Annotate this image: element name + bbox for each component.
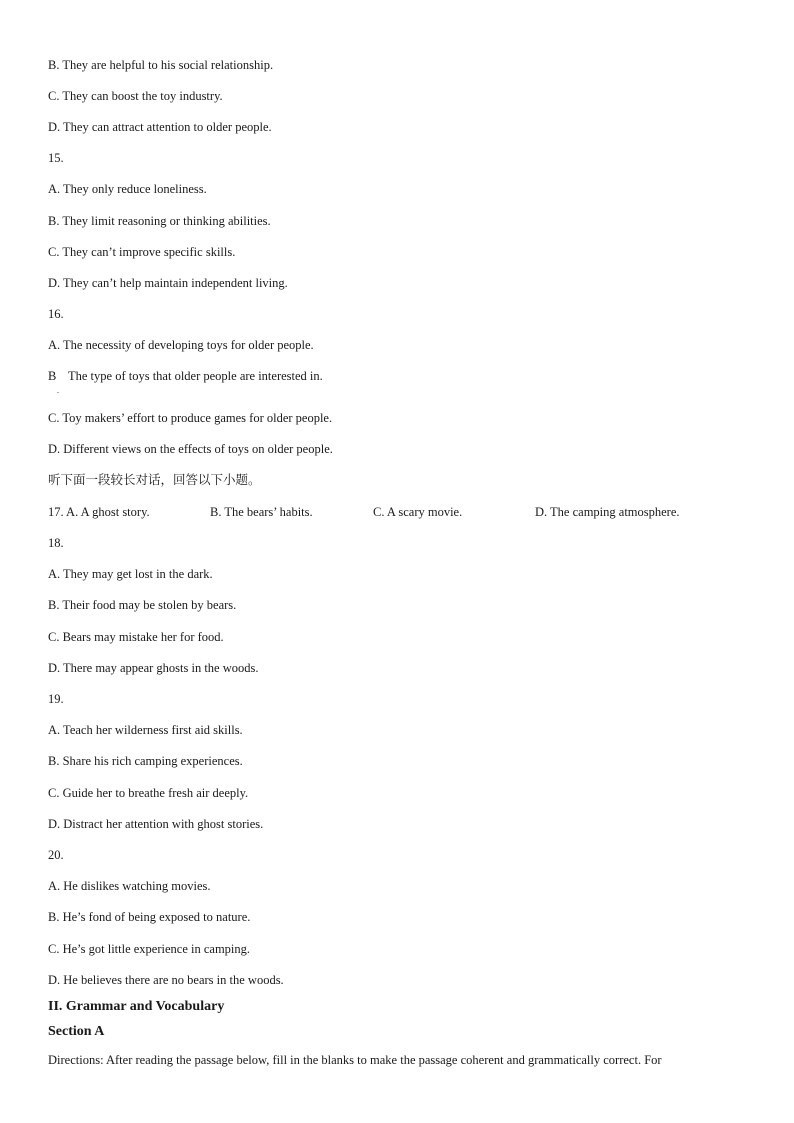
option-16a: A. The necessity of developing toys for older people. <box>48 338 314 352</box>
option-19b: B. Share his rich camping experiences. <box>48 754 243 768</box>
option-18a: A. They may get lost in the dark. <box>48 567 213 581</box>
option-20a: A. He dislikes watching movies. <box>48 879 211 893</box>
question-18-number: 18. <box>48 536 64 550</box>
question-20-number: 20. <box>48 848 64 862</box>
option-19a: A. Teach her wilderness first aid skills. <box>48 723 243 737</box>
question-19-number: 19. <box>48 692 64 706</box>
option-16b-letter: B <box>48 369 57 383</box>
question-15-number: 15. <box>48 151 64 165</box>
option-17c: C. A scary movie. <box>373 505 463 519</box>
option-14c: C. They can boost the toy industry. <box>48 89 223 103</box>
option-15d: D. They can’t help maintain independent living. <box>48 276 288 290</box>
option-19c: C. Guide her to breathe fresh air deeply. <box>48 786 249 800</box>
directions-text: Directions: After reading the passage below, fill in the blanks to make the passage coherent and grammatically correct. For <box>48 1053 662 1067</box>
section-heading-a: Section A <box>48 1024 105 1039</box>
option-17d: D. The camping atmosphere. <box>535 505 680 519</box>
section-heading-grammar: II. Grammar and Vocabulary <box>48 999 225 1014</box>
option-15c: C. They can’t improve specific skills. <box>48 245 236 259</box>
question-16-number: 16. <box>48 307 64 321</box>
option-15b: B. They limit reasoning or thinking abilities. <box>48 214 271 228</box>
option-16b: The type of toys that older people are interested in. <box>68 369 323 383</box>
option-20c: C. He’s got little experience in camping. <box>48 942 251 956</box>
option-14d: D. They can attract attention to older people. <box>48 120 272 134</box>
option-14b: B. They are helpful to his social relationship. <box>48 58 274 72</box>
option-17a: 17. A. A ghost story. <box>48 505 150 519</box>
option-19d: D. Distract her attention with ghost stories. <box>48 817 264 831</box>
option-18d: D. There may appear ghosts in the woods. <box>48 661 259 675</box>
option-18c: C. Bears may mistake her for food. <box>48 630 224 644</box>
option-20b: B. He’s fond of being exposed to nature. <box>48 910 251 924</box>
option-17b: B. The bears’ habits. <box>210 505 313 519</box>
option-18b: B. Their food may be stolen by bears. <box>48 598 237 612</box>
option-20d: D. He believes there are no bears in the woods. <box>48 973 284 987</box>
stray-dot: . <box>57 386 59 395</box>
option-16d: D. Different views on the effects of toys on older people. <box>48 442 333 456</box>
listening-instruction: 听下面一段较长对话，回答以下小题。 <box>48 472 261 487</box>
option-15a: A. They only reduce loneliness. <box>48 182 207 196</box>
option-16c: C. Toy makers’ effort to produce games for older people. <box>48 411 333 425</box>
